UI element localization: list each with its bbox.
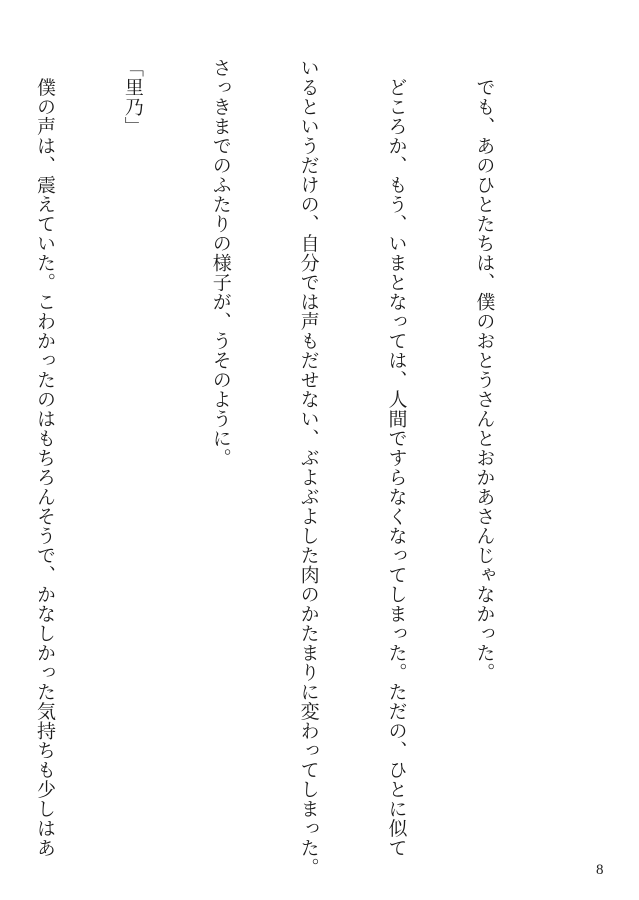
vertical-text-body [0,58,557,877]
text-line: どころか、もう、いまとなっては、人間ですらなくなってしまった。ただの、ひとに似て [385,58,408,858]
text-line: いるというだけの、自分では声もだせない、ぶよぶよした肉のかたまりに変わってしまった。 [297,58,320,877]
text-line: さっきまでのふたりの様子が、うそのように。 [209,58,232,468]
text-line: 「里乃」 [121,58,144,136]
text-line: でも、あのひとたちは、僕のおとうさんとおかあさんじゃなかった。 [473,58,496,682]
text-line: 僕の声は、震えていた。こわかったのはもちろんそうで、かなしかった気持ちも少しはあ [33,58,56,858]
page-number: 8 [596,862,604,878]
